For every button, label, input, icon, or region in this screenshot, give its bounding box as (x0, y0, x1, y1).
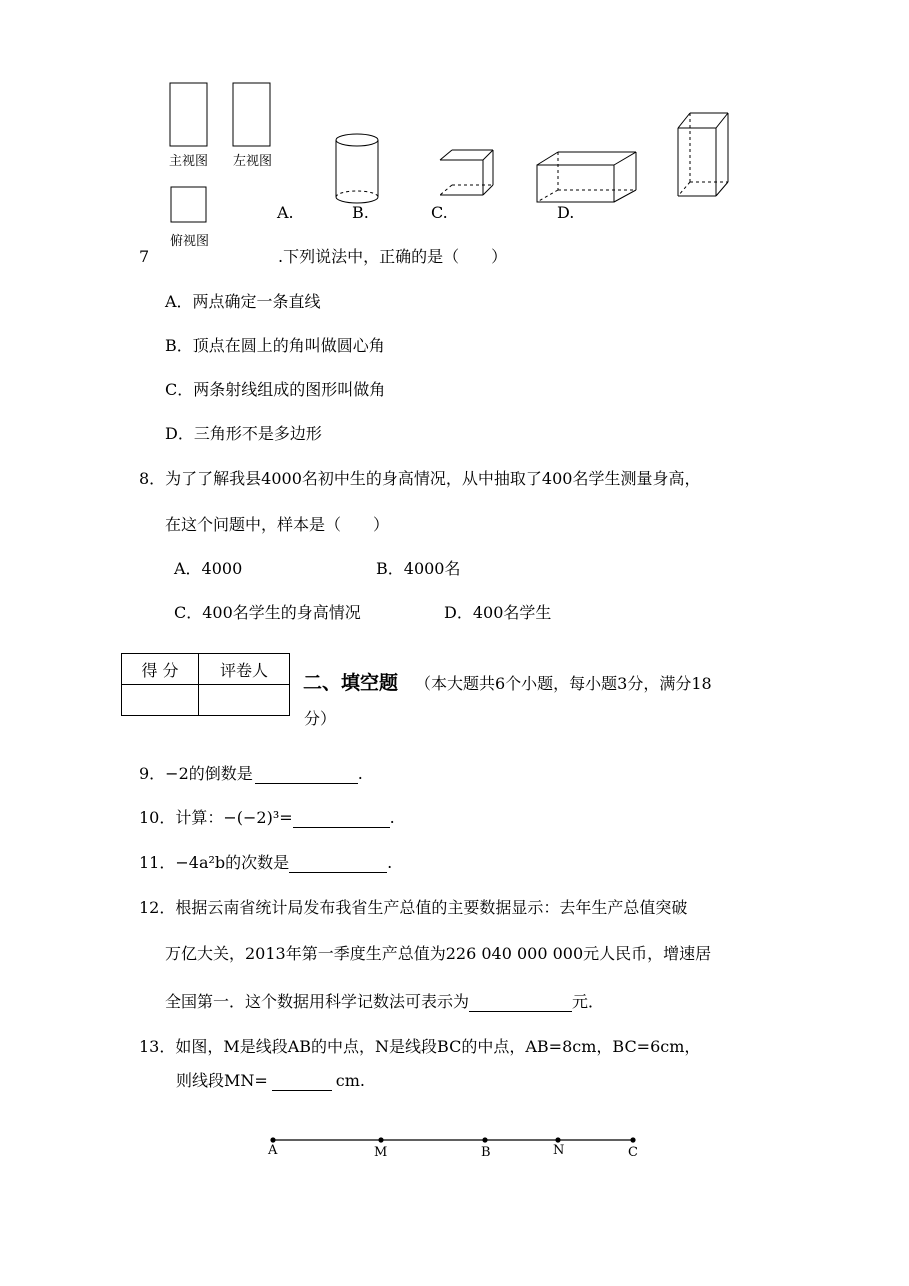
q7-option-d: D．三角形不是多边形 (165, 424, 322, 443)
q7-stem: .下列说法中，正确的是（ ） (278, 247, 508, 266)
q7-option-c: C．两条射线组成的图形叫做角 (165, 380, 386, 399)
section2-desc1: （本大题共6个小题，每小题3分，满分18 (415, 674, 712, 693)
q10-end: . (389, 808, 395, 827)
q12-end: 元． (572, 992, 605, 1011)
q10-text: 10．计算：−(−2)³= (139, 808, 293, 827)
q9-text: 9．−2的倒数是 (139, 764, 253, 783)
section2-title: 二、填空题 (303, 672, 399, 694)
q8-option-b: B．4000名 (376, 559, 461, 578)
q13-line1: 13．如图，M是线段AB的中点，N是线段BC的中点，AB=8cm，BC=6cm， (139, 1037, 701, 1056)
left-view-label: 左视图 (233, 154, 273, 169)
q12-line3-text: 全国第一．这个数据用科学记数法可表示为 (165, 992, 470, 1011)
q11-end: . (387, 853, 393, 872)
point-c (630, 1137, 635, 1142)
point-b (482, 1137, 487, 1142)
q8-option-a: A．4000 (174, 559, 243, 578)
q7-option-b: B．顶点在圆上的角叫做圆心角 (165, 336, 385, 355)
q7-number: 7 (139, 247, 150, 266)
q13-line2-post: cm. (335, 1071, 366, 1090)
option-a-label: A. (277, 203, 294, 222)
point-a (270, 1137, 275, 1142)
q8-line2: 在这个问题中，样本是（ ） (165, 515, 390, 534)
label-n: N (553, 1143, 565, 1158)
option-b-label: B. (352, 203, 369, 222)
label-a: A (268, 1143, 278, 1158)
q12-line1: 12．根据云南省统计局发布我省生产总值的主要数据显示：去年生产总值突破 (139, 898, 688, 917)
point-m (378, 1137, 383, 1142)
front-view-label: 主视图 (169, 154, 209, 169)
score-header: 得 分 (122, 654, 199, 685)
q12-line2: 万亿大关，2013年第一季度生产总值为226 040 000 000元人民币，增速居 (165, 944, 712, 963)
q9-end: . (357, 764, 363, 783)
section2-desc2: 分） (304, 709, 337, 728)
q7-option-a: A．两点确定一条直线 (165, 292, 321, 311)
point-n (555, 1137, 560, 1142)
label-c: C (628, 1145, 638, 1160)
q8-option-c: C．400名学生的身高情况 (174, 603, 361, 622)
top-view-label: 俯视图 (170, 234, 210, 249)
grader-header: 评卷人 (199, 654, 290, 685)
label-b: B (481, 1145, 491, 1160)
q8-option-d: D．400名学生 (444, 603, 552, 622)
q8-line1: 8．为了了解我县4000名初中生的身高情况，从中抽取了400名学生测量身高， (139, 469, 701, 488)
option-c-label: C. (431, 203, 448, 222)
label-m: M (374, 1145, 388, 1160)
q11-text: 11．−4a²b的次数是 (139, 853, 290, 872)
option-d-label: D. (557, 203, 575, 222)
q13-line2-pre: 则线段MN= (176, 1071, 268, 1090)
